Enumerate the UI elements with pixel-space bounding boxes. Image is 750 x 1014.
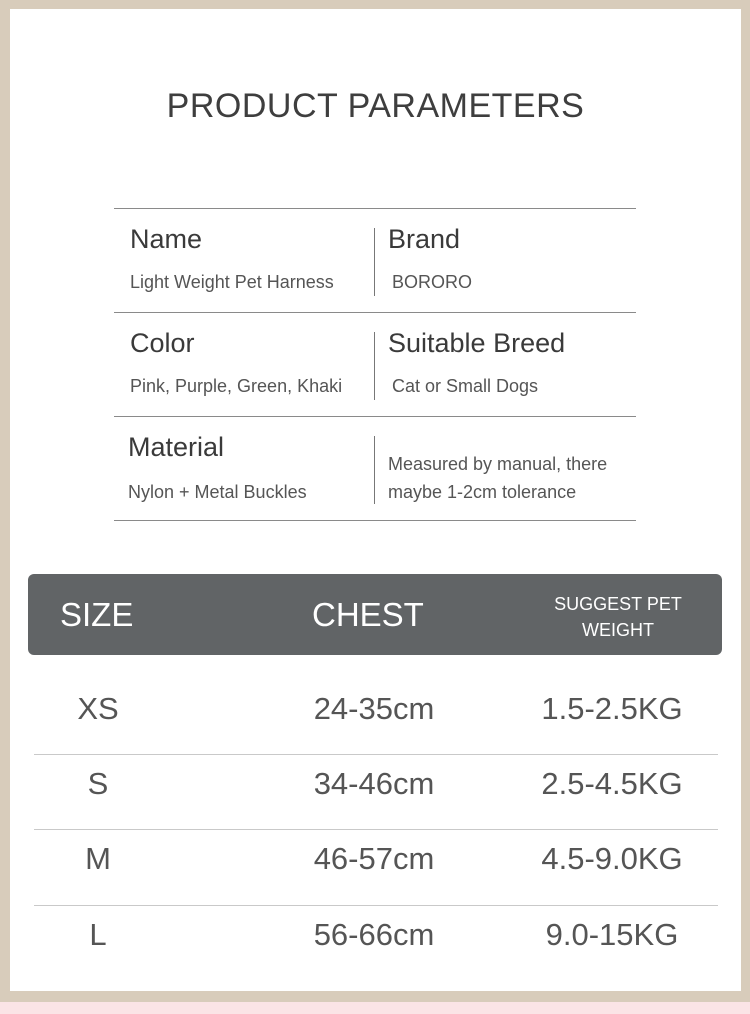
param-value: Pink, Purple, Green, Khaki <box>130 376 343 396</box>
chest-cell: 34-46cm <box>313 766 435 801</box>
column-divider <box>374 228 375 296</box>
content-panel <box>10 9 741 991</box>
weight-cell: 2.5-4.5KG <box>541 766 683 801</box>
chest-cell: 46-57cm <box>313 841 435 876</box>
param-cell-name <box>130 208 370 312</box>
weight-cell: 4.5-9.0KG <box>541 841 683 876</box>
table-row <box>34 744 718 819</box>
param-cell-breed <box>388 312 636 416</box>
table-row <box>34 819 718 894</box>
param-row-color <box>114 312 636 416</box>
chest-cell: 56-66cm <box>313 917 435 952</box>
param-cell-note <box>388 416 636 520</box>
tolerance-note: Measured by manual, there maybe 1-2cm tolerance <box>388 454 608 502</box>
table-row <box>34 669 718 744</box>
param-value: Cat or Small Dogs <box>392 376 539 396</box>
param-label: Name <box>130 224 203 254</box>
column-divider <box>374 332 375 400</box>
param-cell-color <box>130 312 370 416</box>
param-cell-material <box>128 416 368 520</box>
weight-cell: 9.0-15KG <box>545 917 679 952</box>
param-value: Nylon + Metal Buckles <box>128 482 307 502</box>
bottom-strip <box>0 1002 750 1014</box>
param-row-material <box>114 416 636 520</box>
size-cell: S <box>87 766 109 801</box>
param-row-name <box>114 208 636 312</box>
param-label: Suitable Breed <box>388 328 566 358</box>
chest-cell: 24-35cm <box>313 691 435 726</box>
weight-cell: 1.5-2.5KG <box>541 691 683 726</box>
column-divider <box>374 436 375 504</box>
size-cell: L <box>89 917 107 952</box>
param-label: Material <box>128 432 225 462</box>
param-label: Color <box>130 328 195 358</box>
page-title: PRODUCT PARAMETERS <box>166 87 585 125</box>
table-row <box>34 895 718 970</box>
divider-line <box>114 520 636 521</box>
param-value: Light Weight Pet Harness <box>130 272 334 292</box>
header-chest: CHEST <box>312 596 424 633</box>
param-cell-brand <box>388 208 636 312</box>
param-label: Brand <box>388 224 461 254</box>
header-weight: SUGGEST PET WEIGHT <box>554 594 682 640</box>
header-size: SIZE <box>60 596 134 633</box>
size-cell: XS <box>77 691 119 726</box>
param-value: BORORO <box>392 272 473 292</box>
size-table-header <box>28 574 722 655</box>
size-cell: M <box>85 841 111 876</box>
